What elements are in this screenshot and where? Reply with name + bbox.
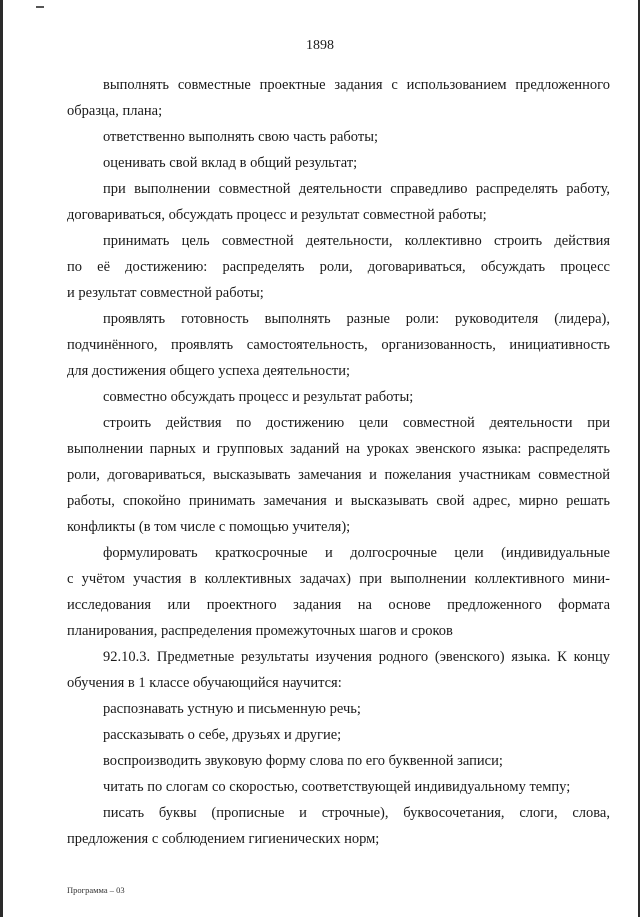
paragraph-line: воспроизводить звуковую форму слова по его буквенной записи; [103,753,503,769]
paragraph [67,696,610,722]
paragraph-line: образца, плана; [67,103,163,119]
paragraph-line: выполнении парных и групповых заданий на уроках эвенского языка: распределять [67,441,610,457]
paragraph [67,176,610,228]
paragraph-line: исследования или проектного задания на основе предложенного формата [67,597,610,613]
paragraph-line: подчинённого, проявлять самостоятельность, организованность, инициативность [67,337,610,353]
paragraph [67,774,610,800]
paragraph-line: обучения в 1 классе обучающийся научится: [67,675,342,691]
paragraph-line: для достижения общего успеха деятельности; [67,363,351,379]
footer-label: Программа – 03 [67,885,125,895]
paragraph [67,722,610,748]
paragraph-line: при выполнении совместной деятельности справедливо распределять работу, [103,181,610,197]
scan-mark [36,6,44,8]
paragraph-line: строить действия по достижению цели совместной деятельности при [103,415,610,431]
paragraph-line: и результат совместной работы; [67,285,264,301]
paragraph-line: роли, договариваться, высказывать замечания и пожелания участникам совместной [67,467,610,483]
paragraph [67,540,610,644]
paragraph [67,800,610,852]
paragraph-line: планирования, распределения промежуточных шагов и сроков [67,623,453,639]
scan-edge-left [0,0,3,917]
paragraph [67,72,610,124]
paragraph [67,150,610,176]
paragraph-line: формулировать краткосрочные и долгосрочные цели (индивидуальные [103,545,610,561]
paragraph [67,410,610,540]
paragraph [67,748,610,774]
paragraph-line: оценивать свой вклад в общий результат; [103,155,358,171]
paragraph-line: выполнять совместные проектные задания с использованием предложенного [103,77,610,93]
paragraph-line: по её достижению: распределять роли, договариваться, обсуждать процесс [67,259,610,275]
paragraph-line: предложения с соблюдением гигиенических норм; [67,831,380,847]
paragraph-line: принимать цель совместной деятельности, коллективно строить действия [103,233,610,249]
document-body [67,72,610,852]
paragraph [67,228,610,306]
paragraph [67,306,610,384]
paragraph-line: 92.10.3. Предметные результаты изучения родного (эвенского) языка. К концу [103,649,610,665]
page-number: 1898 [306,38,334,53]
paragraph [67,384,610,410]
paragraph-line: писать буквы (прописные и строчные), буквосочетания, слоги, слова, [103,805,610,821]
paragraph-line: проявлять готовность выполнять разные роли: руководителя (лидера), [103,311,610,327]
paragraph-line: работы, спокойно принимать замечания и высказывать свой адрес, мирно решать [67,493,610,509]
paragraph [67,124,610,150]
paragraph-line: рассказывать о себе, друзьях и другие; [103,727,342,743]
paragraph [67,644,610,696]
paragraph-line: конфликты (в том числе с помощью учителя); [67,519,351,535]
paragraph-line: ответственно выполнять свою часть работы; [103,129,378,145]
paragraph-line: совместно обсуждать процесс и результат работы; [103,389,414,405]
paragraph-line: договариваться, обсуждать процесс и результат совместной работы; [67,207,487,223]
paragraph-line: читать по слогам со скоростью, соответствующей индивидуальному темпу; [103,779,571,795]
paragraph-line: распознавать устную и письменную речь; [103,701,361,717]
paragraph-line: с учётом участия в коллективных задачах) при выполнении коллективного мини- [67,571,610,587]
